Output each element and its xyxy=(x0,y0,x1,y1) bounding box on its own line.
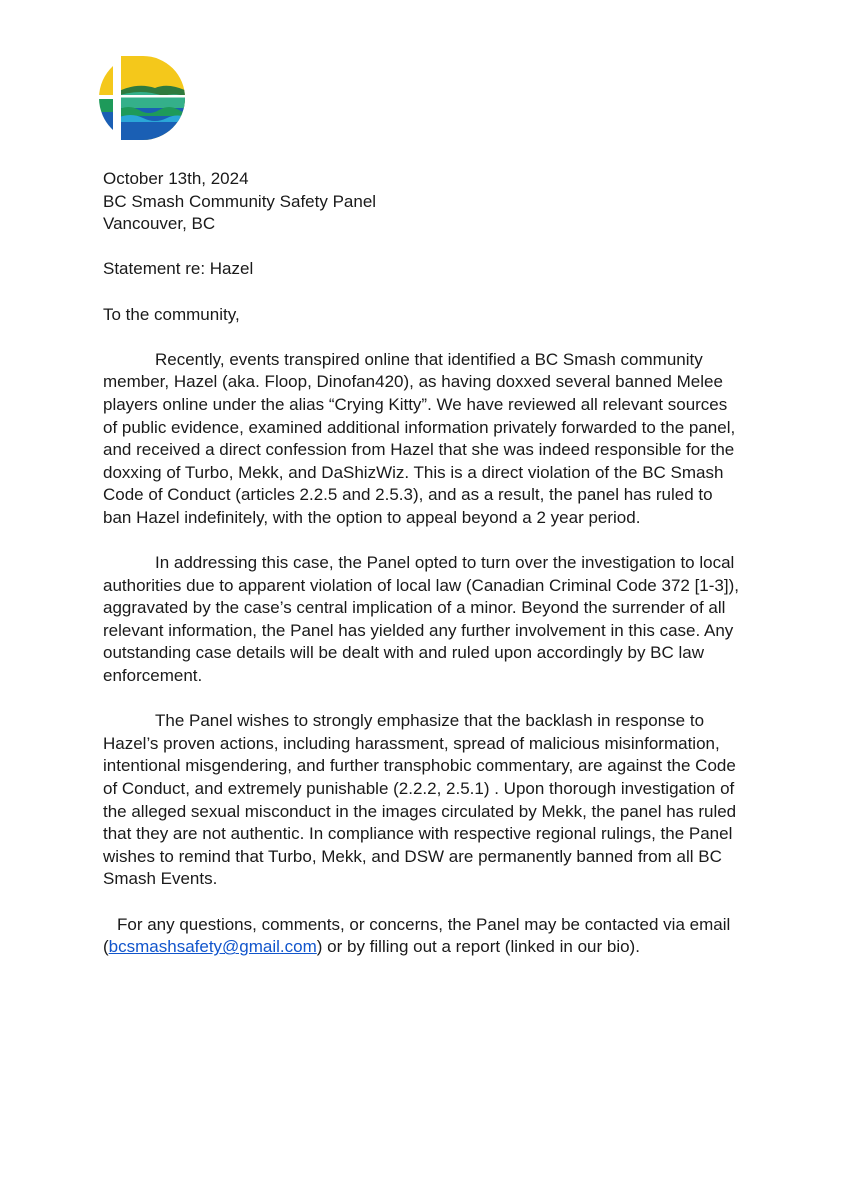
paragraph-backlash: The Panel wishes to strongly emphasize that the backlash in response to Hazel’s proven actions, including harassment, spread of malicious misinformation, intentional misgendering, and further transphobic commentary, are against the Code of Conduct, and extremely punishable (2.2.2, 2.5.1) . Upon thorough investigation of the alleged sexual misconduct in the images circulated by Mekk, the panel has ruled that they are not authentic. In compliance with respective regional rulings, the Panel wishes to remind that Turbo, Mekk, and DSW are permanently banned from all BC Smash Events. xyxy=(103,711,737,889)
paragraph-authorities: In addressing this case, the Panel opted to turn over the investigation to local authorities due to apparent violation of local law (Canadian Criminal Code 372 [1-3]), aggravated by the case’s central implication of a minor. Beyond the surrender of all relevant information, the Panel has yielded any further involvement in this case. Any outstanding case details will be dealt with and ruled upon accordingly by BC law enforcement. xyxy=(103,553,739,686)
paragraph-contact xyxy=(103,914,743,959)
letter-salutation: To the community, xyxy=(103,304,240,324)
letter-subject: Statement re: Hazel xyxy=(103,259,254,279)
email-link[interactable]: bcsmashsafety@gmail.com xyxy=(108,937,317,957)
letter-location: Vancouver, BC xyxy=(103,214,216,234)
contact-text-before: For any questions, comments, or concerns, the Panel may be contacted via email ( xyxy=(103,914,731,957)
paragraph-findings: Recently, events transpired online that identified a BC Smash community member, Hazel (aka. Floop, Dinofan420), as having doxxed several banned Melee players online under the alias “Crying Kitty”. We have reviewed all relevant sources of public evidence, examined additional information privately forwarded to the panel, and received a direct confession from Hazel that she was indeed responsible for the doxxing of Turbo, Mekk, and DaShizWiz. This is a direct violation of the BC Smash Code of Conduct (articles 2.2.5 and 2.5.3), and as a result, the panel has ruled to ban Hazel indefinitely, with the option to appeal beyond a 2 year period. xyxy=(103,349,736,527)
contact-text-after: ) or by filling out a report (linked in our bio). xyxy=(316,937,640,957)
letter-date: October 13th, 2024 xyxy=(103,169,249,188)
bc-smash-logo xyxy=(97,52,189,144)
letter-body xyxy=(103,168,743,959)
letter-organization: BC Smash Community Safety Panel xyxy=(103,191,377,211)
